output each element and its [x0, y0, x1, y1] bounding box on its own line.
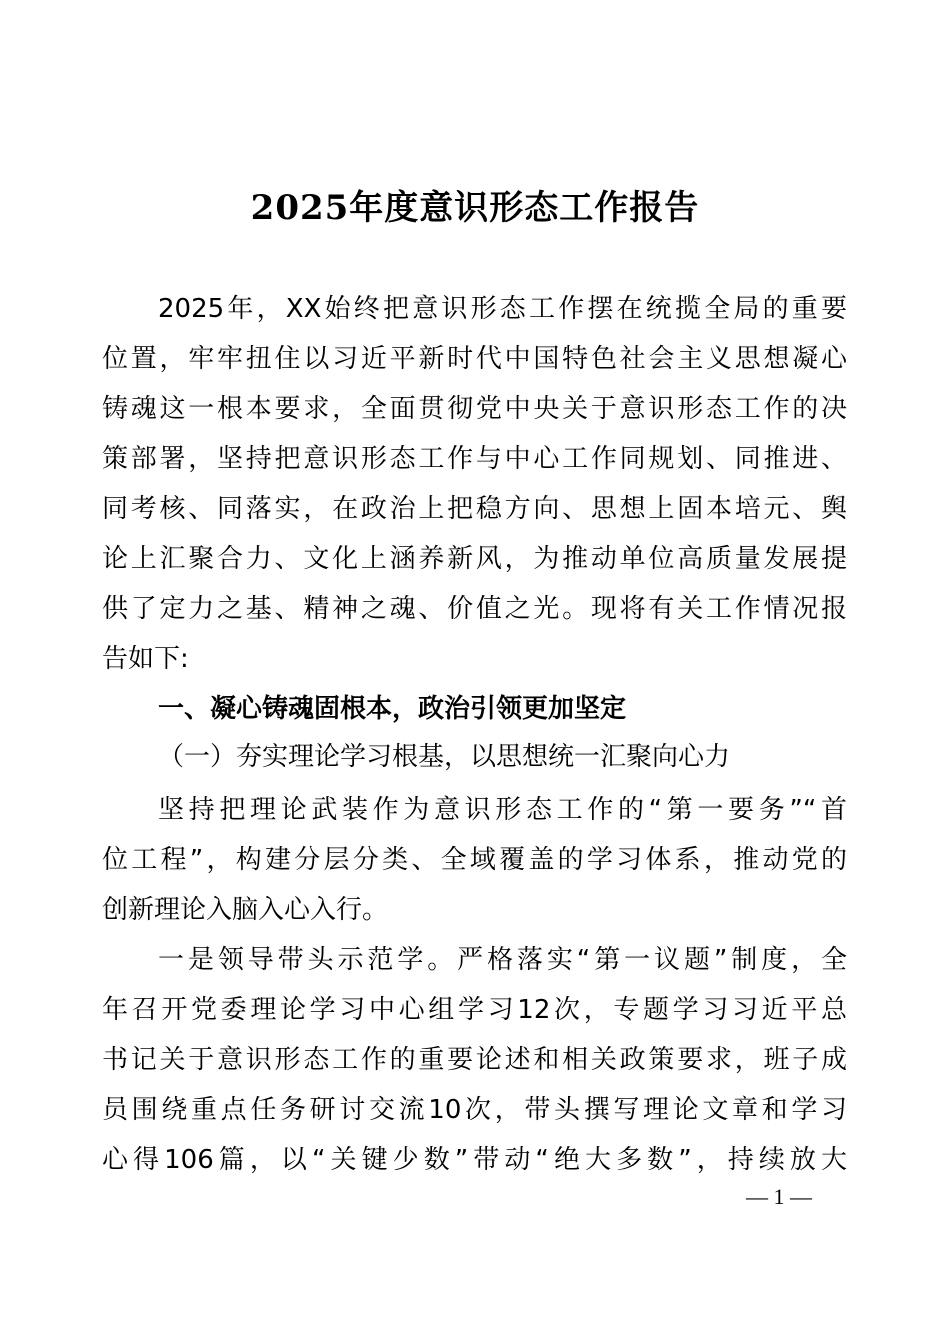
paragraph-line: 位置，牢牢扭住以习近平新时代中国特色社会主义思想凝心	[102, 344, 847, 374]
paragraph-line: 年召开党委理论学习中心组学习12次，专题学习习近平总	[102, 995, 847, 1025]
paragraph-line: 创新理论入脑入心入行。	[102, 895, 389, 925]
section-heading: 一、凝心铸魂固根本，政治引领更加坚定	[158, 694, 627, 724]
paragraph-line: 同考核、同落实，在政治上把稳方向、思想上固本培元、舆	[102, 494, 847, 524]
paragraph-line: 策部署，坚持把意识形态工作与中心工作同规划、同推进、	[102, 444, 847, 474]
paragraph-line: 坚持把理论武装作为意识形态工作的“第一要务”“首	[158, 795, 847, 825]
subsection-heading: （一）夯实理论学习根基，以思想统一汇聚向心力	[158, 742, 731, 772]
paragraph-line: 位工程”，构建分层分类、全域覆盖的学习体系，推动党的	[102, 845, 847, 875]
paragraph-line: 供了定力之基、精神之魂、价值之光。现将有关工作情况报	[102, 594, 847, 624]
document-title: 2025年度意识形态工作报告	[250, 188, 700, 228]
paragraph-line: 铸魂这一根本要求，全面贯彻党中央关于意识形态工作的决	[102, 394, 847, 424]
paragraph-line: 告如下:	[102, 644, 189, 674]
paragraph-line: 员围绕重点任务研讨交流10次，带头撰写理论文章和学习	[102, 1095, 847, 1125]
paragraph-line: 一是领导带头示范学。严格落实“第一议题”制度，全	[158, 945, 847, 975]
paragraph-line: 心得106篇，以“关键少数”带动“绝大多数”，持续放大	[102, 1145, 847, 1175]
paragraph-line: 2025年，XX始终把意识形态工作摆在统揽全局的重要	[158, 294, 847, 324]
paragraph-line: 书记关于意识形态工作的重要论述和相关政策要求，班子成	[102, 1045, 847, 1075]
page-number: — 1 —	[746, 1184, 812, 1209]
paragraph-line: 论上汇聚合力、文化上涵养新风，为推动单位高质量发展提	[102, 544, 847, 574]
